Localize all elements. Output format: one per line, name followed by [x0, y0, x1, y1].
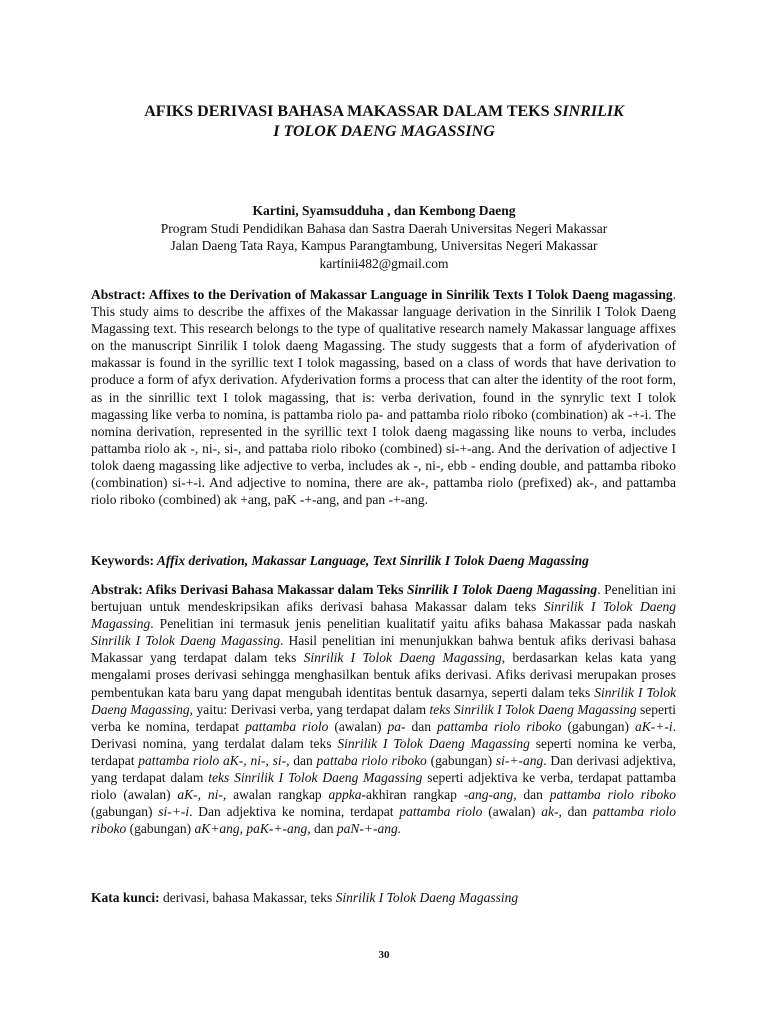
abstract-id-seg: . Derivasi nomina, yang terdalat dalam teks	[91, 718, 676, 751]
abstract-id-seg: -akhiran rangkap	[361, 787, 464, 803]
abstract-id-term: teks Sinrilik I Tolok Daeng Magassing	[208, 770, 423, 786]
abstract-id-term: Sinrilik I Tolok Daeng Magassing,	[91, 684, 676, 717]
abstract-id-seg: . Dan adjektiva ke nomina, terdapat	[189, 804, 400, 820]
abstract-id-seg: (gabungan)	[426, 752, 496, 768]
abstract-id-seg: dan	[405, 718, 438, 734]
abstract-english-body: . This study aims to describe the affixes of the Makassar language derivation in the Sinrilik I Tolok Daeng Magassing text. This research belongs to the type of qualitative research namely Makassar language affixes on the manuscript Sinrilik I tolok daeng Magassing. The study suggests that a form of afyderivation of makassar is found in the syrillic text I tolok magassing, based on a class of words that have derivation to produce a form of afyx derivation. Afyderivation forms a process that can alter the identity of the root form, as in the sinrillic text I tolok magassing, that is: verba derivation, found in the synrylic text I tolok magassing like verba to nomina, is pattamba riolo pa- and pattamba riolo riboko (combination) ak -+-i. The nomina derivation, represented in the syrillic text I tolok daeng magassing like nouns to verba, includes pattamba riolo ak -, ni-, si-, and pattaba riolo riboko (combined) si-+-ang. And the derivation of adjective I tolok daeng magassing like adjective to verba, includes ak -, ni-, ebb - ending double, and pattamba riboko (combination) si-+-i. And adjective to nomina, there are ak-, pattamba riolo (prefixed) ak-, and pattamba riolo riboko (combined) ak +ang, paK -+-ang, and pan -+-ang.	[91, 287, 676, 508]
abstract-id-seg: (awalan)	[482, 804, 542, 820]
abstract-id-seg: seperti nomina ke verba, terdapat	[91, 735, 676, 768]
abstract-id-term: pattamba riolo	[245, 718, 329, 734]
abstract-id-seg: yaitu: Derivasi verba, yang terdapat dalam	[193, 701, 430, 717]
abstract-id-term: paN-+-ang.	[336, 821, 402, 837]
abstract-id-term: Sinrilik I Tolok Daeng Magassing	[303, 650, 502, 666]
abstract-id-seg: (gabungan)	[91, 804, 159, 820]
abstract-id-term: Sinrilik I Tolok Daeng Magassing	[91, 633, 281, 649]
abstract-id-term: aK+ang, paK-+-ang,	[194, 821, 311, 837]
abstract-id-seg: . Penelitian ini termasuk jenis penelitian kualitatif yaitu afiks bahasa Makassar pada naskah	[150, 616, 676, 632]
abstract-id-term: aK-+-i	[635, 718, 673, 734]
author-names: Kartini, Syamsudduha , dan Kembong Daeng	[252, 203, 516, 218]
abstract-id-term: teks Sinrilik I Tolok Daeng Magassing	[429, 701, 637, 717]
title-line-2: I TOLOK DAENG MAGASSING	[273, 123, 495, 140]
author-email: kartinii482@gmail.com	[319, 255, 449, 271]
author-address: Jalan Daeng Tata Raya, Kampus Parangtambung, Universitas Negeri Makassar	[170, 238, 598, 253]
abstract-id-term: appka	[328, 787, 362, 803]
page-number: 30	[378, 949, 390, 961]
abstract-id-term: si-+-i	[158, 804, 190, 820]
abstract-id-seg: . Hasil penelitian ini menunjukkan bahwa bentuk afiks derivasi bahasa Makassar yang terdapat dalam teks	[91, 633, 676, 666]
abstract-indonesian-label: Abstrak: Afiks Derivasi Bahasa Makassar dalam Teks	[91, 582, 407, 597]
abstract-id-term: pa-	[387, 718, 406, 734]
abstract-id-seg: . Penelitian ini bertujuan untuk mendeskripsikan afiks derivasi bahasa Makassar dalam teks	[91, 582, 676, 615]
abstract-id-seg: (gabungan)	[561, 718, 636, 734]
abstract-id-seg: awalan rangkap	[226, 787, 329, 803]
abstract-english-label: Abstract: Affixes to the Derivation of Makassar Language in Sinrilik Texts I Tolok Daeng magassing	[91, 287, 673, 302]
abstract-id-term: ak-,	[541, 804, 562, 820]
title-line-1-italic: SINRILIK	[553, 103, 624, 120]
kata-kunci	[91, 889, 676, 906]
kata-kunci-label: Kata kunci:	[91, 890, 160, 905]
abstract-indonesian-label-italic: Sinrilik I Tolok Daeng Magassing	[406, 582, 598, 597]
paper-title	[0, 102, 768, 142]
abstract-id-seg: (gabungan)	[126, 821, 195, 837]
kata-kunci-italic: Sinrilik I Tolok Daeng Magassing	[335, 890, 519, 905]
abstract-id-term: pattamba riolo riboko	[91, 804, 676, 837]
abstract-indonesian	[91, 581, 676, 837]
author-block	[0, 202, 768, 272]
abstract-id-seg: seperti verba ke nomina, terdapat	[91, 701, 676, 734]
abstract-id-seg: dan	[289, 752, 317, 768]
abstract-id-seg: seperti adjektiva ke verba, terdapat pattamba riolo (awalan)	[91, 770, 676, 803]
abstract-id-term: Sinrilik I Tolok Daeng Magassing	[91, 599, 676, 632]
abstract-id-seg: dan	[310, 821, 337, 837]
abstract-id-term: pattamba riolo	[399, 804, 483, 820]
abstract-id-term: pattamba riolo aK-, ni-, si-,	[138, 752, 290, 768]
abstract-id-term: -ang-ang,	[463, 787, 517, 803]
keywords	[91, 552, 676, 569]
abstract-id-seg: (awalan)	[328, 718, 388, 734]
abstract-id-term: Sinrilik I Tolok Daeng Magassing	[337, 735, 530, 751]
title-line-1-plain: AFIKS DERIVASI BAHASA MAKASSAR DALAM TEKS	[144, 103, 554, 120]
keywords-label: Keywords:	[91, 553, 154, 568]
abstract-id-seg: dan	[516, 787, 550, 803]
abstract-id-term: si-+-ang	[495, 752, 544, 768]
abstract-id-seg: dan	[561, 804, 593, 820]
title-line-1	[0, 102, 768, 122]
abstract-id-seg: . Dan derivasi adjektiva, yang terdapat dalam	[91, 752, 676, 786]
abstract-id-term: pattamba riolo riboko	[549, 787, 676, 803]
abstract-id-term: aK-, ni-,	[177, 787, 227, 803]
author-affiliation: Program Studi Pendidikan Bahasa dan Sastra Daerah Universitas Negeri Makassar	[160, 220, 608, 236]
abstract-id-seg: , berdasarkan kelas kata yang mengalami proses derivasi sehingga menghasilkan bentuk afiks derivasi. Afiks derivasi merupakan proses pembentukan kata baru yang dapat mengubah identitas bentuk dasarnya, seperti dalam teks	[91, 650, 676, 700]
kata-kunci-plain: derivasi, bahasa Makassar, teks	[159, 890, 336, 905]
abstract-id-term: pattaba riolo riboko	[316, 752, 427, 768]
abstract-id-term: pattamba riolo riboko	[437, 718, 562, 734]
keywords-text: Affix derivation, Makassar Language, Text Sinrilik I Tolok Daeng Magassing	[154, 553, 589, 568]
abstract-english	[91, 286, 676, 508]
